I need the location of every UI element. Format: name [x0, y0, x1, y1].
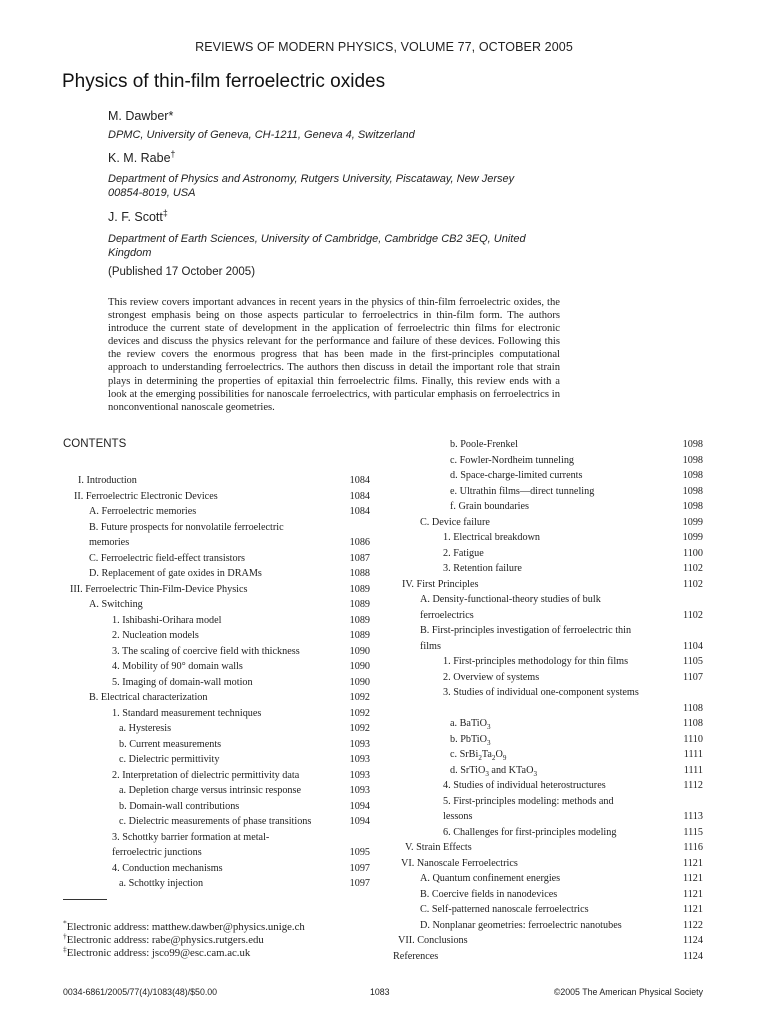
toc-entry-page: 1089: [349, 614, 370, 626]
toc-entry-page: 1121: [683, 888, 703, 900]
toc-entry: [62, 706, 370, 722]
toc-entry-page: 1089: [349, 599, 370, 610]
toc-entry-label: References: [393, 950, 439, 962]
toc-entry-page: 1121: [683, 857, 703, 869]
toc-entry-label: 4. Mobility of 90° domain walls: [112, 661, 243, 672]
toc-entry: [393, 856, 703, 872]
toc-entry-page: 1090: [349, 661, 370, 672]
toc-entry: [62, 830, 370, 861]
toc-entry-label: d. SrTiO$_3$ and KTaO$_3$: [450, 764, 537, 778]
toc-entry-page: 1090: [349, 645, 370, 657]
toc-entry: [62, 675, 370, 691]
toc-entry-page: 1094: [349, 800, 370, 812]
toc-entry-label: C. Self-patterned nanoscale ferroelectrics: [420, 904, 589, 915]
published-date: (Published 17 October 2005): [108, 266, 256, 278]
toc-entry-page: 1121: [683, 904, 703, 915]
toc-entry-label: V. Strain Effects: [405, 842, 472, 853]
toc-entry: [62, 737, 370, 753]
author-name: J. F. Scott‡: [108, 207, 168, 224]
toc-entry-label: a. Hysteresis: [119, 723, 172, 734]
toc-entry: [393, 453, 703, 469]
footnote: *Electronic address: matthew.dawber@physics.unige.ch: [63, 918, 305, 933]
toc-entry-page: 1090: [349, 676, 370, 688]
toc-entry: [62, 814, 370, 830]
toc-entry-label: 1. First-principles methodology for thin films: [443, 656, 629, 667]
toc-entry-page: 1124: [683, 935, 703, 946]
abstract: This review covers important advances in recent years in the physics of thin-film ferroelectric oxides, the strongest emphasis being on those aspects particular to ferroelectrics in thin-film form. The authors introduce the current state of development in the application of ferroelectric thin films for electronic devices and discuss the physics relevant for the performance and failure of these devices. Following this the review covers the enormous progress that has been made in the first-principles computational approach to understanding ferroelectrics. The authors then discuss in detail the important role that strain plays in determining the properties of epitaxial thin ferroelectric films. Finally, this review ends with a look at the emerging possibilities for nanoscale ferroelectrics, with particular emphasis on ferroelectrics in nonconventional nanoscale geometries.: [108, 297, 560, 413]
toc-entry: [62, 489, 370, 505]
toc-entry: [62, 628, 370, 644]
toc-left-column: [62, 473, 370, 892]
toc-entry-label: 1. Standard measurement techniques: [112, 707, 262, 719]
toc-entry-page: 1094: [349, 816, 370, 827]
author-affiliation: Department of Physics and Astronomy, Rutgers University, Piscataway, New Jersey 00854-8019, USA: [108, 173, 515, 199]
toc-entry-label: f. Grain boundaries: [450, 501, 529, 512]
toc-entry-page: 1116: [683, 842, 703, 853]
toc-entry-label: 2. Interpretation of dielectric permittivity data: [112, 769, 300, 781]
toc-entry-label: c. $SrBi_2Ta_2O_9$: [450, 749, 507, 763]
toc-entry: [62, 690, 370, 706]
toc-entry-label: b. Domain-wall contributions: [119, 800, 240, 812]
toc-entry: [393, 515, 703, 531]
toc-entry-label: B. Future prospects for nonvolatile ferroelectric memories: [89, 521, 284, 548]
toc-entry-label: A. Switching: [89, 599, 143, 610]
toc-entry: [393, 840, 703, 856]
author-affiliation: Department of Earth Sciences, University of Cambridge, Cambridge CB2 3EQ, United Kingdom: [108, 233, 526, 259]
toc-right-column: [393, 437, 703, 964]
toc-entry-page: 1122: [683, 919, 703, 931]
toc-entry-label: B. Coercive fields in nanodevices: [420, 888, 558, 900]
toc-entry-page: 1102: [683, 563, 703, 574]
toc-entry-page: 1100: [683, 547, 703, 559]
paper-title: Physics of thin-film ferroelectric oxides: [62, 71, 386, 92]
toc-entry-label: 1. Electrical breakdown: [443, 532, 541, 543]
toc-entry-label: 4. Studies of individual heterostructures: [443, 780, 606, 791]
toc-entry-label: a. Schottky injection: [119, 878, 204, 889]
toc-entry-label: 3. The scaling of coercive field with thickness: [112, 645, 300, 657]
toc-entry-page: 1121: [683, 873, 703, 884]
toc-entry: [62, 597, 370, 613]
toc-entry-page: 1099: [682, 516, 703, 528]
toc-entry: [393, 949, 703, 965]
toc-entry: [62, 613, 370, 629]
toc-entry-page: 1104: [683, 640, 703, 652]
toc-entry-label: VII. Conclusions: [398, 935, 468, 946]
toc-entry-page: 1102: [683, 609, 703, 621]
toc-entry-page: 1092: [349, 692, 370, 703]
toc-entry-label: c. Dielectric measurements of phase transitions: [119, 816, 312, 827]
footer-code: 0034-6861/2005/77(4)/1083(48)/$50.00: [63, 987, 218, 997]
toc-entry: [393, 561, 703, 577]
toc-entry-page: 1111: [683, 764, 703, 776]
footnote: ‡Electronic address: jsco99@esc.cam.ac.uk: [63, 944, 251, 959]
toc-entry: [393, 484, 703, 500]
toc-entry-page: 1086: [349, 537, 370, 548]
toc-entry-page: 1098: [682, 454, 703, 466]
toc-entry: [62, 504, 370, 520]
toc-entry-page: 1098: [682, 439, 703, 450]
toc-entry-page: 1092: [349, 723, 370, 734]
toc-entry-page: 1097: [349, 878, 370, 889]
toc-entry-label: 2. Fatigue: [443, 547, 484, 559]
footnote-rule: [63, 899, 107, 900]
toc-entry-label: e. Ultrathin films—direct tunneling: [450, 485, 595, 497]
toc-entry-page: 1092: [349, 707, 370, 719]
toc-entry-page: 1097: [349, 862, 370, 874]
toc-entry: [393, 887, 703, 903]
toc-entry: [62, 644, 370, 660]
toc-entry: [393, 530, 703, 546]
toc-entry-page: 1112: [683, 780, 703, 791]
toc-entry: [393, 825, 703, 841]
toc-entry-page: 1093: [349, 754, 370, 765]
toc-entry-page: 1115: [683, 826, 703, 838]
toc-entry-label: d. Space-charge-limited currents: [450, 470, 583, 481]
toc-entry: [393, 732, 703, 748]
journal-header: REVIEWS OF MODERN PHYSICS, VOLUME 77, OCTOBER 2005: [195, 40, 573, 54]
author-name: M. Dawber*: [108, 109, 174, 123]
toc-entry: [393, 546, 703, 562]
toc-entry: [393, 437, 703, 453]
toc-entry-page: 1093: [349, 738, 370, 750]
toc-entry: [393, 499, 703, 515]
toc-entry: [62, 582, 370, 598]
toc-entry-label: 3. Studies of individual one-component systems: [443, 687, 639, 698]
toc-entry: [62, 566, 370, 582]
toc-entry-page: 1093: [349, 769, 370, 781]
toc-entry: [62, 473, 370, 489]
toc-entry-page: 1124: [683, 950, 703, 962]
toc-entry: [393, 716, 703, 732]
toc-entry-label: c. Dielectric permittivity: [119, 754, 220, 765]
toc-entry-page: 1110: [683, 733, 703, 745]
toc-entry-label: 2. Nucleation models: [112, 630, 199, 641]
toc-entry-label: c. Fowler-Nordheim tunneling: [450, 454, 575, 466]
toc-entry-page: 1098: [682, 470, 703, 481]
toc-entry-label: VI. Nanoscale Ferroelectrics: [401, 857, 518, 869]
toc-entry: [62, 551, 370, 567]
toc-entry: [393, 592, 703, 623]
toc-entry-label: I. Introduction: [78, 475, 137, 486]
toc-entry-label: 5. First-principles modeling: methods and lessons: [443, 795, 614, 822]
toc-entry-label: 1. Ishibashi-Orihara model: [112, 614, 222, 626]
toc-entry-page: 1108: [683, 702, 703, 714]
toc-entry: [393, 902, 703, 918]
toc-entry-label: b. Poole-Frenkel: [450, 439, 518, 450]
toc-entry-label: III. Ferroelectric Thin-Film-Device Physics: [70, 583, 248, 595]
toc-entry-page: 1098: [682, 501, 703, 512]
toc-entry: [62, 659, 370, 675]
toc-entry-page: 1087: [349, 552, 370, 564]
footer-copyright: ©2005 The American Physical Society: [553, 987, 703, 997]
toc-entry-page: 1107: [683, 671, 703, 683]
toc-entry-label: 3. Schottky barrier formation at metal-ferroelectric junctions: [112, 831, 270, 858]
footnote: †Electronic address: rabe@physics.rutgers.edu: [63, 931, 264, 946]
toc-entry-page: 1088: [349, 568, 370, 579]
toc-entry-page: 1105: [683, 656, 703, 667]
contents-heading: CONTENTS: [63, 438, 127, 450]
toc-entry-page: 1089: [349, 583, 370, 595]
toc-entry-label: II. Ferroelectric Electronic Devices: [74, 490, 218, 502]
toc-entry-page: 1084: [349, 490, 370, 502]
toc-entry-label: a. Depletion charge versus intrinsic response: [119, 785, 302, 796]
toc-entry-page: 1108: [683, 718, 703, 729]
author-affiliation: DPMC, University of Geneva, CH-1211, Geneva 4, Switzerland: [108, 129, 415, 141]
toc-entry: [62, 752, 370, 768]
toc-entry-label: A. Density-functional-theory studies of bulk ferroelectrics: [420, 594, 601, 621]
toc-entry-page: 1099: [682, 532, 703, 543]
toc-entry: [393, 778, 703, 794]
toc-entry-label: b. PbTiO$_3$: [450, 733, 491, 747]
toc-entry-page: 1084: [349, 475, 370, 486]
toc-entry-label: B. First-principles investigation of ferroelectric thin films: [420, 625, 632, 652]
toc-entry-page: 1095: [349, 847, 370, 858]
toc-entry-page: 1089: [349, 630, 370, 641]
toc-entry: [393, 918, 703, 934]
author-name: K. M. Rabe†: [108, 148, 176, 165]
toc-entry-page: 1098: [682, 485, 703, 497]
toc-entry: [393, 468, 703, 484]
toc-entry: [62, 861, 370, 877]
toc-entry: [393, 623, 703, 654]
toc-entry: [393, 685, 703, 716]
toc-entry: [393, 577, 703, 593]
page-number: 1083: [370, 987, 390, 997]
toc-entry: [393, 871, 703, 887]
toc-entry-label: A. Quantum confinement energies: [420, 873, 561, 884]
toc-entry-page: 1093: [349, 785, 370, 796]
toc-entry-label: 4. Conduction mechanisms: [112, 862, 223, 874]
toc-entry: [62, 876, 370, 892]
toc-entry: [393, 670, 703, 686]
toc-entry: [393, 747, 703, 763]
toc-entry-label: 6. Challenges for first-principles modeling: [443, 826, 617, 838]
toc-entry: [62, 768, 370, 784]
toc-entry-label: 3. Retention failure: [443, 563, 522, 574]
toc-entry-page: 1102: [683, 578, 703, 590]
toc-entry: [62, 799, 370, 815]
toc-entry: [62, 520, 370, 551]
toc-entry-label: D. Nonplanar geometries: ferroelectric nanotubes: [420, 919, 622, 931]
toc-entry-label: b. Current measurements: [119, 738, 222, 750]
toc-entry-label: 2. Overview of systems: [443, 671, 540, 683]
toc-entry: [393, 933, 703, 949]
toc-entry: [62, 721, 370, 737]
toc-entry-label: a. BaTiO$_3$: [450, 718, 491, 732]
toc-entry-page: 1113: [683, 811, 703, 822]
toc-entry: [393, 794, 703, 825]
toc-entry: [393, 763, 703, 779]
toc-entry-label: D. Replacement of gate oxides in DRAMs: [89, 568, 262, 579]
toc-entry: [62, 783, 370, 799]
toc-entry-label: C. Device failure: [420, 516, 490, 528]
toc-entry-label: A. Ferroelectric memories: [89, 506, 197, 517]
toc-entry: [393, 654, 703, 670]
toc-entry-page: 1111: [683, 749, 703, 760]
toc-entry-label: 5. Imaging of domain-wall motion: [112, 676, 253, 688]
toc-entry-label: C. Ferroelectric field-effect transistors: [89, 552, 245, 564]
toc-entry-page: 1084: [349, 506, 370, 517]
toc-entry-label: IV. First Principles: [402, 578, 479, 590]
toc-entry-label: B. Electrical characterization: [89, 692, 208, 703]
